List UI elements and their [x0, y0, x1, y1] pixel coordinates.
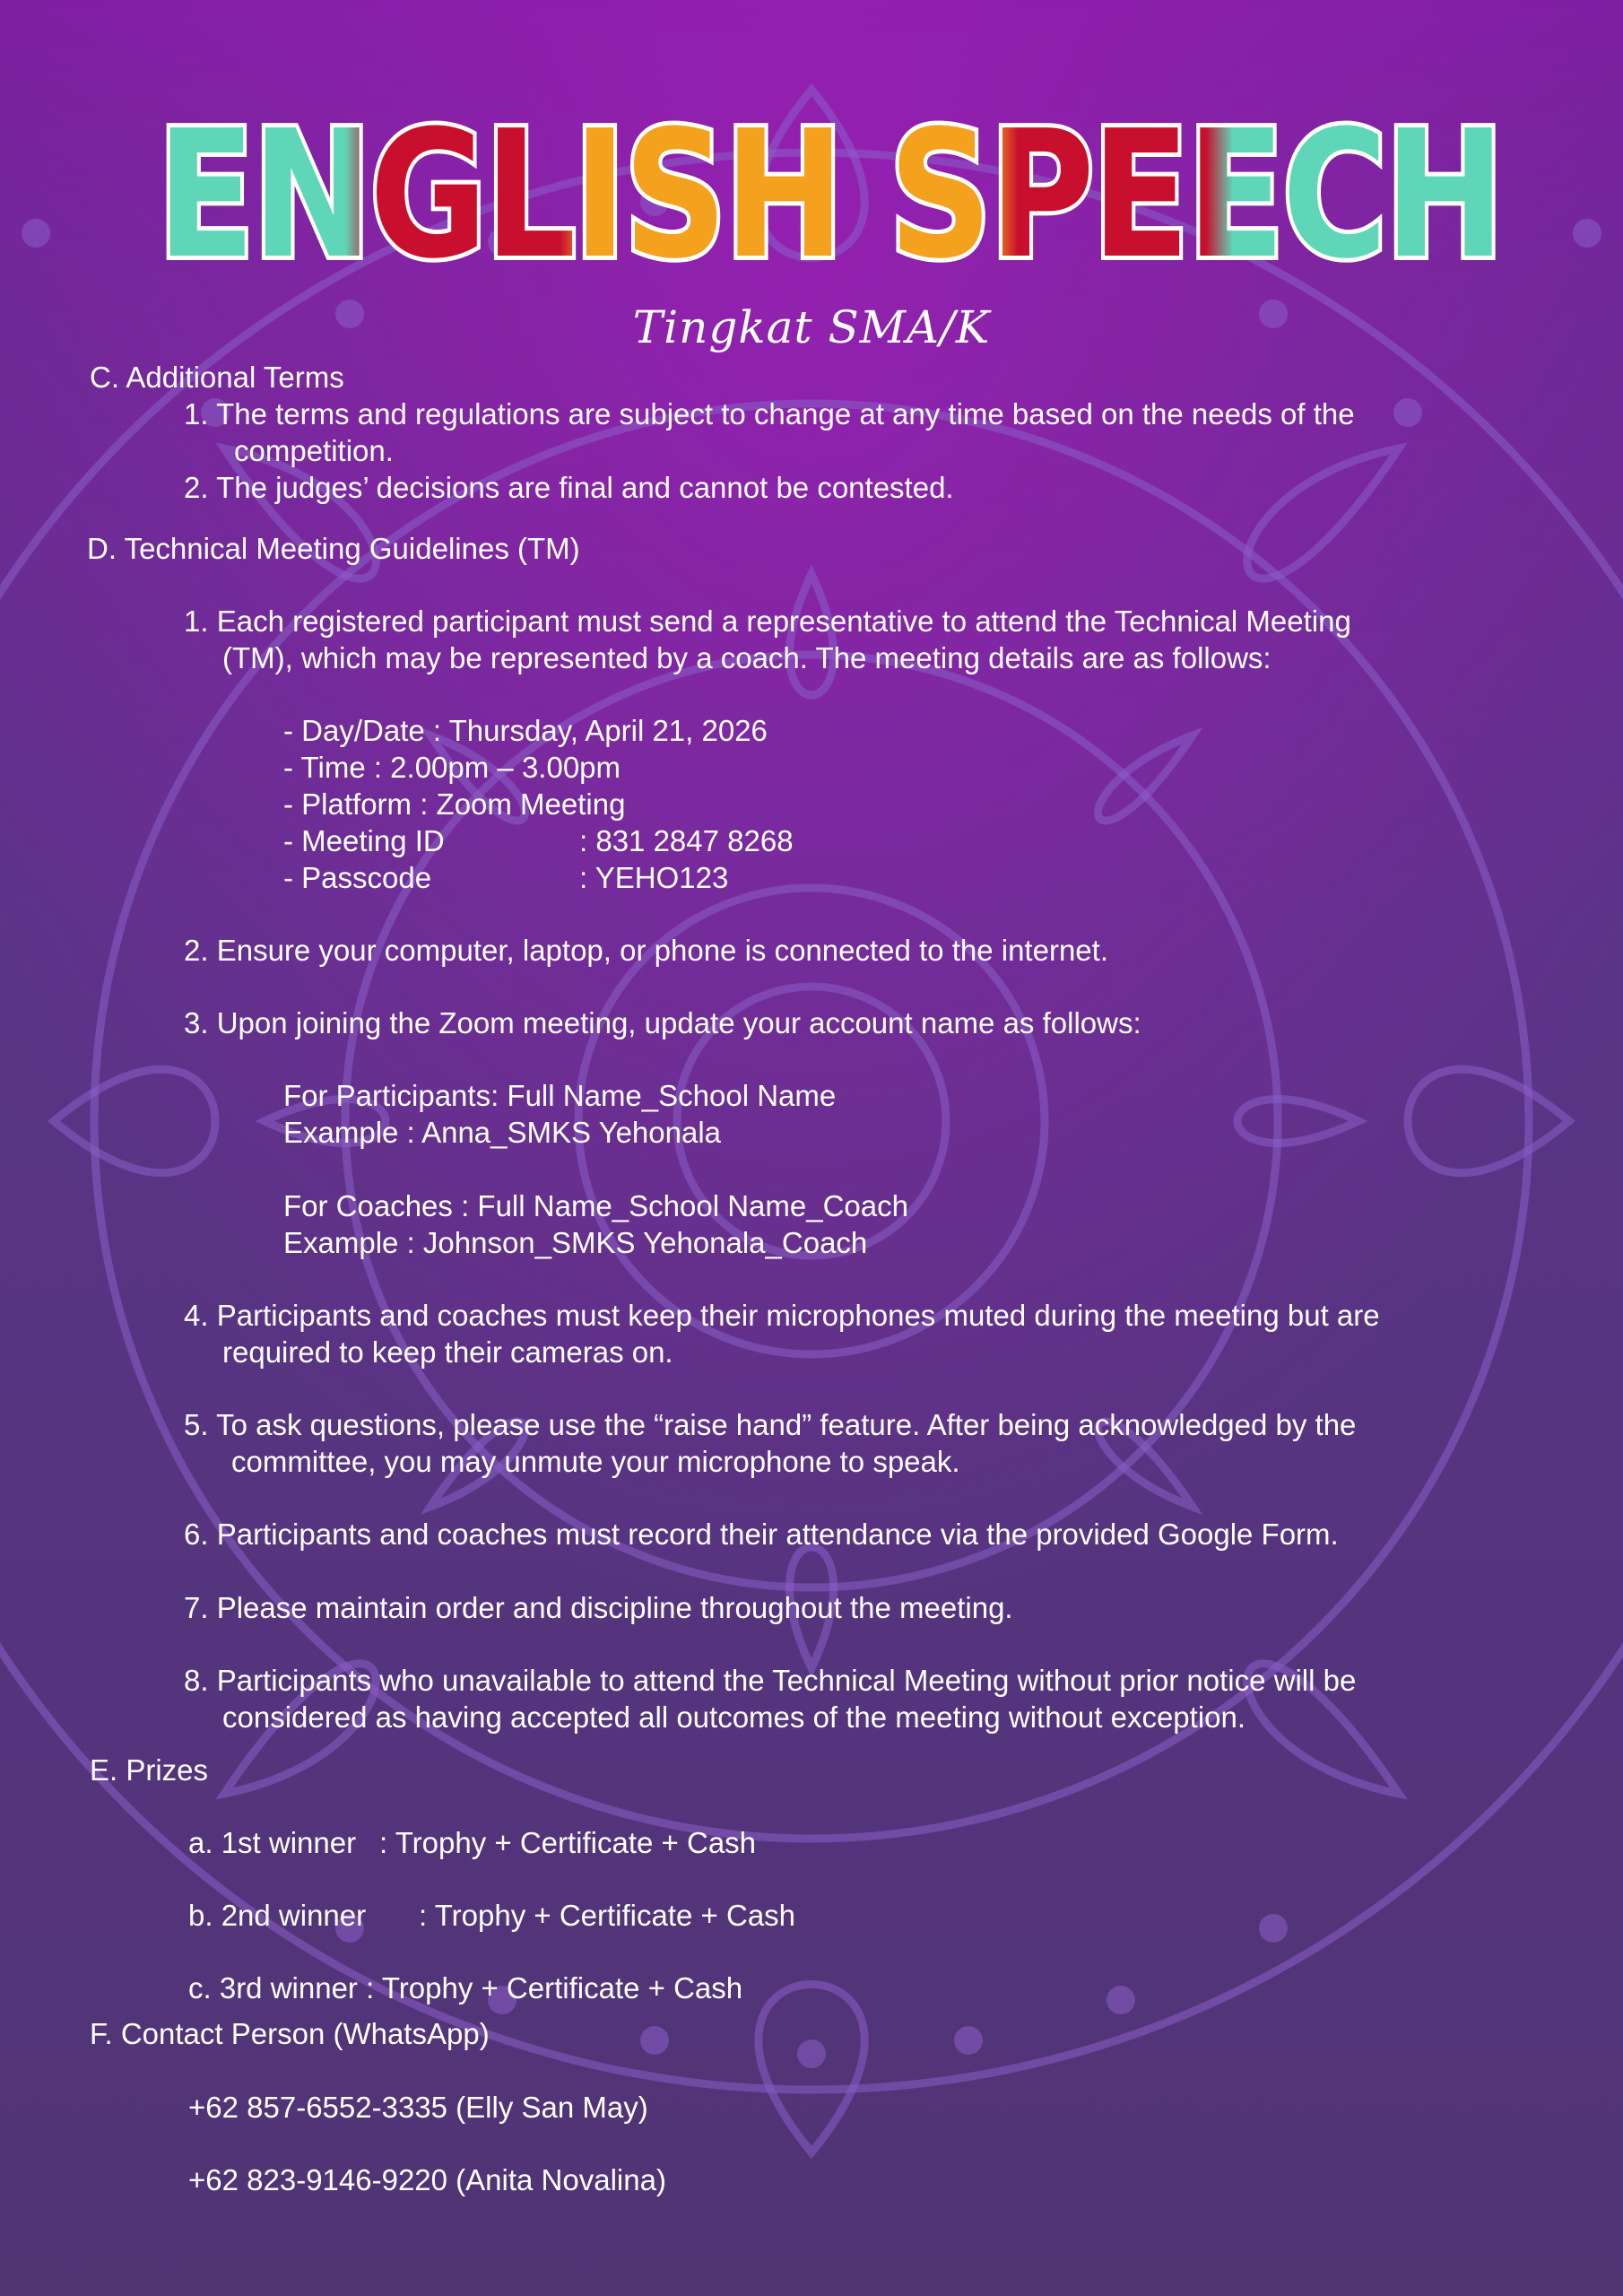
list-item: 1. The terms and regulations are subject to change at any time based on the needs of the — [184, 397, 1355, 430]
detail-row: - Passcode : YEHO123 — [283, 861, 729, 894]
list-item: 7. Please maintain order and discipline throughout the meeting. — [184, 1591, 1013, 1624]
page-subtitle: Tingkat SMA/K — [632, 301, 991, 353]
list-item-continued: (TM), which may be represented by a coach. The meeting details are as follows: — [222, 641, 1271, 674]
prize-row: a. 1st winner : Trophy + Certificate + Cash — [188, 1826, 757, 1859]
prize-row: c. 3rd winner : Trophy + Certificate + Cash — [188, 1971, 743, 2005]
contact-phone: +62 823-9146-9220 (Anita Novalina) — [188, 2163, 666, 2196]
section-f-heading: F. Contact Person (WhatsApp) — [90, 2017, 490, 2050]
list-item: 2. Ensure your computer, laptop, or phone is connected to the internet. — [184, 934, 1108, 967]
list-item: 6. Participants and coaches must record their attendance via the provided Google Form. — [184, 1518, 1339, 1551]
list-item-continued: considered as having accepted all outcomes of the meeting without exception. — [222, 1700, 1246, 1734]
list-item: 4. Participants and coaches must keep their microphones muted during the meeting but are — [184, 1299, 1380, 1332]
list-item: 2. The judges’ decisions are final and cannot be contested. — [184, 471, 954, 504]
naming-rule: For Coaches : Full Name_School Name_Coach — [283, 1189, 908, 1222]
detail-row: - Meeting ID : 831 2847 8268 — [283, 824, 794, 857]
list-item: 8. Participants who unavailable to attend the Technical Meeting without prior notice will be — [184, 1664, 1357, 1697]
list-item: 5. To ask questions, please use the “raise hand” feature. After being acknowledged by the — [184, 1408, 1357, 1441]
section-c-heading: C. Additional Terms — [90, 361, 344, 394]
section-d-heading: D. Technical Meeting Guidelines (TM) — [87, 532, 580, 565]
list-item-continued: competition. — [234, 434, 394, 467]
list-item-continued: required to keep their cameras on. — [222, 1335, 673, 1369]
list-item: 1. Each registered participant must send a representative to attend the Technical Meeting — [184, 604, 1351, 638]
naming-rule: For Participants: Full Name_School Name — [283, 1079, 837, 1112]
list-item-continued: committee, you may unmute your microphone to speak. — [231, 1445, 960, 1478]
naming-example: Example : Anna_SMKS Yehonala — [283, 1116, 722, 1149]
title-banner — [143, 112, 1515, 274]
naming-example: Example : Johnson_SMKS Yehonala_Coach — [283, 1226, 868, 1259]
list-item: 3. Upon joining the Zoom meeting, update your account name as follows: — [184, 1006, 1141, 1039]
section-e-heading: E. Prizes — [90, 1753, 209, 1787]
detail-row: - Platform : Zoom Meeting — [283, 787, 626, 821]
page-title: ENGLISH SPEECH — [157, 112, 1502, 274]
prize-row: b. 2nd winner : Trophy + Certificate + Cash — [188, 1899, 796, 1932]
detail-row: - Day/Date : Thursday, April 21, 2026 — [283, 714, 768, 747]
detail-row: - Time : 2.00pm – 3.00pm — [283, 751, 621, 784]
contact-phone: +62 857-6552-3335 (Elly San May) — [188, 2091, 648, 2124]
